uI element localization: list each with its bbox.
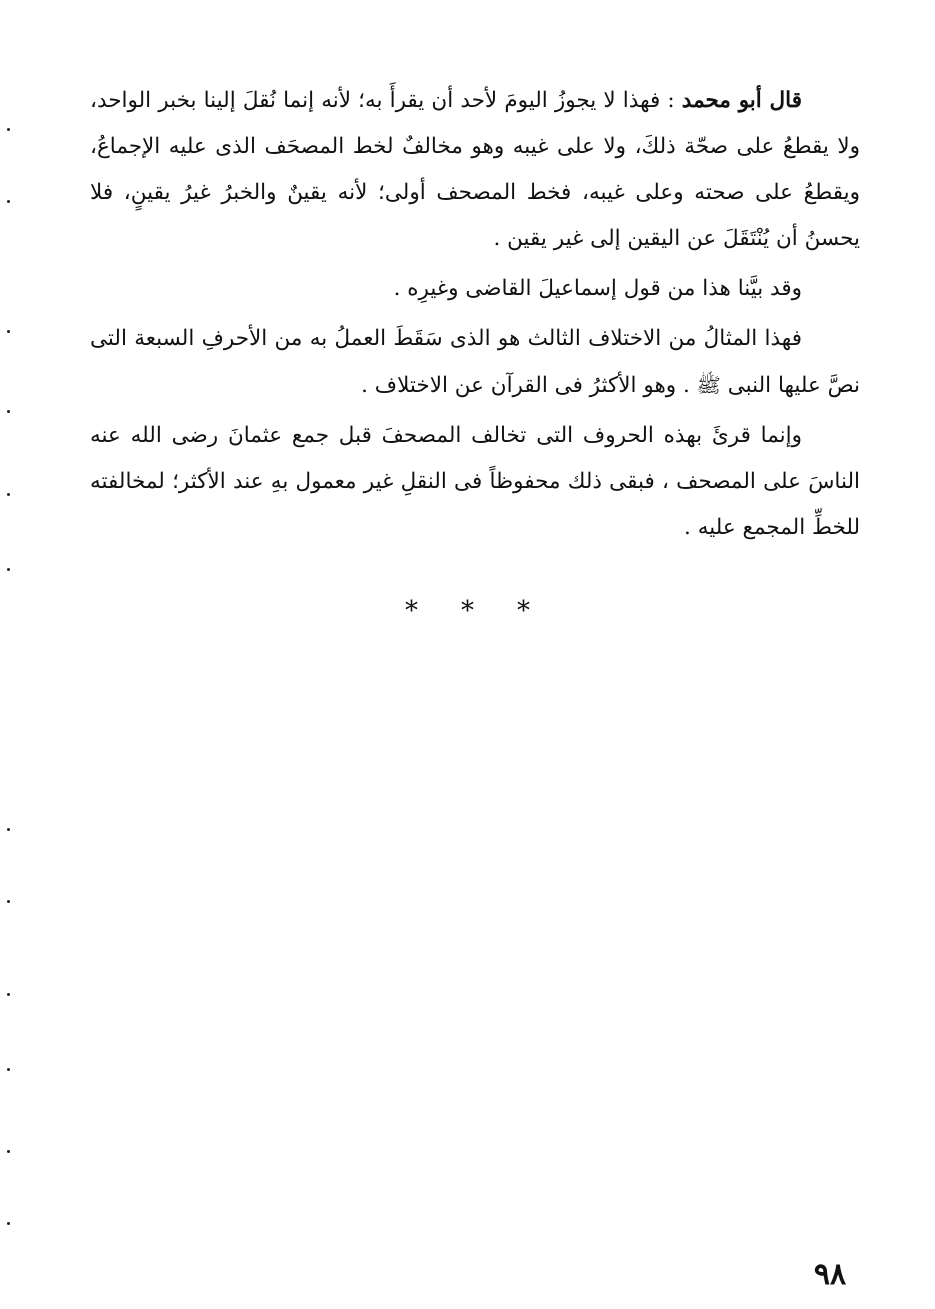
scan-margin-mark [7, 330, 10, 333]
scan-margin-mark [7, 1150, 10, 1153]
page-number: ٩٨ [813, 1257, 847, 1292]
paragraph-1-text: : فهذا لا يجوزُ اليومَ لأحد أن يقرأَ به؛ لأنه إنما نُقلَ إلينا بخبر الواحد، ولا يقطعُ على صحّة ذلكَ، ولا على غيبه وهو مخالفٌ لخط المصحَف الذى عليه الإجماعُ، ويقطعُ على صحته وعلى غيبه، فخط المصحف أولى؛ لأنه يقينٌ والخبرُ غيرُ يقينٍ، فلا يحسنُ أن يُنْتَقَلَ عن اليقين إلى غير يقين . [90, 88, 860, 251]
scan-margin-mark [7, 1222, 10, 1225]
paragraph-1 [90, 78, 860, 262]
paragraph-3-text: فهذا المثالُ من الاختلاف الثالث هو الذى سَقَطَ العملُ به من الأحرفِ السبعة التى نصَّ عليها النبى [90, 326, 860, 398]
scan-margin-mark [7, 1068, 10, 1071]
section-separator [0, 596, 935, 626]
scan-margin-mark [7, 200, 10, 203]
honorific-glyph: ﷺ [696, 373, 721, 397]
separator-asterisk: * [517, 596, 530, 626]
paragraph-3 [90, 316, 860, 409]
scan-margin-mark [7, 128, 10, 131]
paragraph-2 [90, 266, 860, 312]
scan-margin-mark [7, 993, 10, 996]
paragraph-4-text: وإنما قرئَ بهذه الحروف التى تخالف المصحفَ قبل جمع عثمانَ رضى الله عنه الناسَ على المصحف ، فبقى ذلك محفوظاً فى النقلِ غير معمول بهِ عند الأكثر؛ لمخالفته للخطِّ المجمع عليه . [90, 423, 860, 540]
scan-margin-mark [7, 900, 10, 903]
scan-margin-mark [7, 828, 10, 831]
separator-asterisk: * [405, 596, 418, 626]
main-text [90, 78, 860, 551]
paragraph-3-tail: . وهو الأكثرُ فى القرآن عن الاختلاف . [361, 373, 697, 398]
separator-asterisk: * [461, 596, 474, 626]
scan-margin-mark [7, 493, 10, 496]
paragraph-2-text: وقد بيَّنا هذا من قول إسماعيلَ القاضى وغيرِه . [393, 276, 802, 301]
paragraph-4 [90, 413, 860, 551]
scan-margin-mark [7, 568, 10, 571]
speaker-name: قال أبو محمد [681, 88, 803, 113]
scan-margin-mark [7, 410, 10, 413]
